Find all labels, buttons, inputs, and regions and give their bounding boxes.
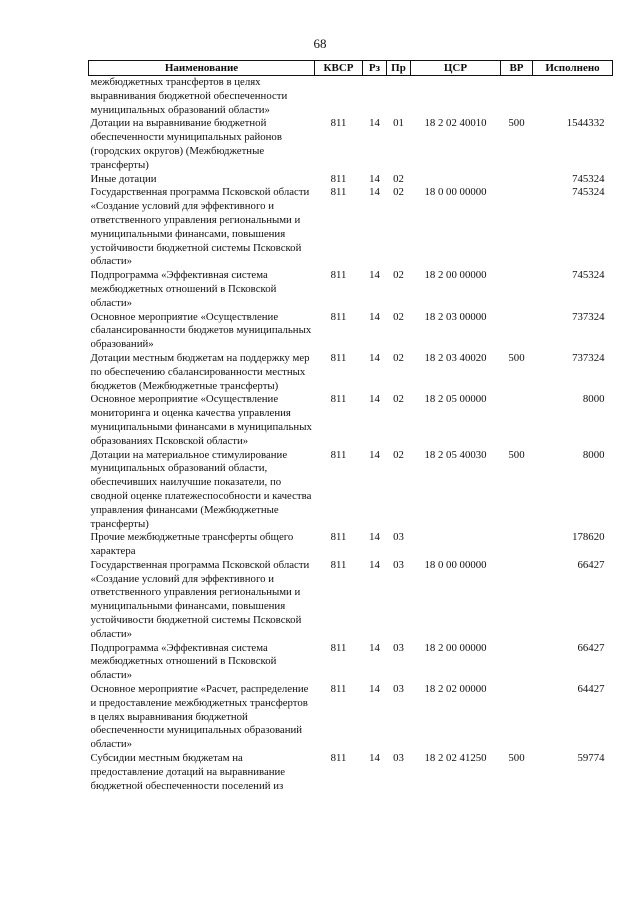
row-vr: 500	[508, 752, 525, 765]
row-name: Государственная программа Псковской области «Создание условий для эффективного и ответственного управления региональными и муниципальными финансами, повышения устойчивости бюджетной системы Псковской области»	[90, 558, 310, 640]
header-rz: Рз	[363, 61, 387, 76]
row-rz	[363, 76, 387, 118]
table-row	[89, 311, 613, 352]
table-body	[89, 76, 613, 794]
row-pr: 03	[393, 641, 404, 654]
row-name: Прочие межбюджетные трансферты общего характера	[90, 531, 294, 558]
row-pr: 01	[393, 117, 404, 130]
row-pr: 02	[393, 310, 404, 323]
row-amount: 737324	[572, 310, 605, 323]
row-pr: 03	[393, 683, 404, 696]
row-kvsr: 811	[330, 351, 347, 364]
row-kvsr: 811	[330, 641, 347, 654]
row-csr: 18 0 00 00000	[424, 186, 487, 199]
row-amount: 59774	[577, 752, 605, 765]
row-vr	[501, 531, 533, 559]
row-vr: 500	[508, 448, 525, 461]
row-amount: 66427	[577, 558, 605, 571]
row-name: Субсидии местным бюджетам на предоставление дотаций на выравнивание бюджетной обеспеченности поселений из	[90, 752, 286, 792]
row-vr	[501, 173, 533, 187]
row-amount: 64427	[577, 683, 605, 696]
row-vr	[501, 559, 533, 642]
table-row	[89, 76, 613, 118]
header-vr: ВР	[501, 61, 533, 76]
row-pr: 03	[393, 531, 404, 544]
row-name: Иные дотации	[90, 172, 157, 185]
row-name: Подпрограмма «Эффективная система межбюджетных отношений в Псковской области»	[90, 641, 277, 682]
table-row	[89, 173, 613, 187]
row-name: Дотации на материальное стимулирование муниципальных образований области, обеспечивших наилучшие показатели, по сводной оценке платежеспособности и качества управления финансами (Межбюджетные трансферты)	[90, 448, 312, 530]
row-kvsr: 811	[330, 752, 347, 765]
row-kvsr: 811	[330, 310, 347, 323]
row-rz: 14	[369, 310, 380, 323]
row-csr	[411, 173, 501, 187]
row-amount: 745324	[572, 172, 605, 185]
row-vr: 500	[508, 351, 525, 364]
table-row	[89, 449, 613, 532]
row-amount: 737324	[572, 351, 605, 364]
row-name: Государственная программа Псковской области «Создание условий для эффективного и ответственного управления региональными и муниципальными финансами, повышения устойчивости бюджетной системы Псковской области»	[90, 186, 310, 268]
table-row	[89, 752, 613, 793]
header-name: Наименование	[89, 61, 315, 76]
row-kvsr: 811	[330, 393, 347, 406]
row-kvsr: 811	[330, 448, 347, 461]
row-csr: 18 2 02 40010	[424, 117, 487, 130]
row-vr	[501, 76, 533, 118]
row-csr: 18 2 03 40020	[424, 351, 487, 364]
table-row	[89, 269, 613, 310]
row-rz: 14	[369, 269, 380, 282]
row-kvsr: 811	[330, 117, 347, 130]
row-rz: 14	[369, 393, 380, 406]
row-rz: 14	[369, 683, 380, 696]
row-pr: 03	[393, 752, 404, 765]
row-kvsr: 811	[330, 269, 347, 282]
row-kvsr: 811	[330, 683, 347, 696]
row-rz: 14	[369, 351, 380, 364]
row-vr	[501, 269, 533, 310]
row-name: Подпрограмма «Эффективная система межбюджетных отношений в Псковской области»	[90, 269, 277, 309]
row-rz: 14	[369, 117, 380, 130]
row-csr: 18 2 05 40030	[424, 448, 487, 461]
row-vr	[501, 186, 533, 269]
row-csr: 18 0 00 00000	[424, 558, 487, 571]
row-name: Основное мероприятие «Осуществление мониторинга и оценка качества управления муниципальными финансами в муниципальных образованиях Псковской области»	[90, 393, 312, 447]
row-kvsr: 811	[330, 172, 347, 185]
header-row	[89, 61, 613, 76]
row-rz: 14	[369, 186, 380, 199]
row-pr	[387, 76, 411, 118]
row-vr	[501, 393, 533, 448]
row-pr: 03	[393, 558, 404, 571]
row-amount: 1544332	[566, 117, 605, 130]
row-rz: 14	[369, 641, 380, 654]
row-name: Дотации на выравнивание бюджетной обеспеченности муниципальных районов (городских округов) (Межбюджетные трансферты)	[90, 117, 282, 171]
row-amount: 8000	[582, 393, 605, 406]
header-kvsr: КВСР	[315, 61, 363, 76]
row-kvsr: 811	[330, 186, 347, 199]
row-csr	[411, 76, 501, 118]
row-csr	[411, 531, 501, 559]
row-rz: 14	[369, 752, 380, 765]
row-name: Основное мероприятие «Расчет, распределение и предоставление межбюджетных трансфертов в целях выравнивания бюджетной обеспеченности муниципальных образований области»	[90, 683, 309, 751]
row-amount: 8000	[582, 448, 605, 461]
header-pr: Пр	[387, 61, 411, 76]
row-csr: 18 2 05 00000	[424, 393, 487, 406]
header-csr: ЦСР	[411, 61, 501, 76]
table-row	[89, 393, 613, 448]
table-row	[89, 683, 613, 752]
row-kvsr: 811	[330, 558, 347, 571]
row-rz: 14	[369, 448, 380, 461]
row-vr: 500	[508, 117, 525, 130]
table-row	[89, 531, 613, 559]
page-number: 68	[313, 36, 327, 51]
row-pr: 02	[393, 186, 404, 199]
row-name: межбюджетных трансфертов в целях выравнивания бюджетной обеспеченности муниципальных образований области»	[90, 76, 288, 116]
table-row	[89, 559, 613, 642]
table-row	[89, 186, 613, 269]
row-csr: 18 2 00 00000	[424, 641, 487, 654]
row-pr: 02	[393, 393, 404, 406]
row-rz: 14	[369, 558, 380, 571]
row-name: Основное мероприятие «Осуществление сбалансированности бюджетов муниципальных образований»	[90, 310, 312, 351]
row-kvsr: 811	[330, 531, 347, 544]
table-row	[89, 352, 613, 393]
row-rz: 14	[369, 531, 380, 544]
row-amount: 745324	[572, 269, 605, 282]
row-kvsr	[315, 76, 363, 118]
row-vr	[501, 683, 533, 752]
row-pr: 02	[393, 269, 404, 282]
row-csr: 18 2 00 00000	[424, 269, 487, 282]
table-row	[89, 117, 613, 172]
table-row	[89, 642, 613, 683]
row-vr	[501, 642, 533, 683]
row-csr: 18 2 03 00000	[424, 310, 487, 323]
row-rz: 14	[369, 172, 380, 185]
row-pr: 02	[393, 172, 404, 185]
budget-table	[88, 60, 613, 793]
row-amount	[533, 76, 613, 118]
row-amount: 66427	[577, 641, 605, 654]
row-pr: 02	[393, 351, 404, 364]
row-amount: 178620	[572, 531, 605, 544]
row-csr: 18 2 02 00000	[424, 683, 487, 696]
row-vr	[501, 311, 533, 352]
row-amount: 745324	[572, 186, 605, 199]
row-name: Дотации местным бюджетам на поддержку мер по обеспечению сбалансированности местных бюджетов (Межбюджетные трансферты)	[90, 351, 310, 392]
table-header	[89, 61, 613, 76]
header-done: Исполнено	[533, 61, 613, 76]
row-csr: 18 2 02 41250	[424, 752, 487, 765]
row-pr: 02	[393, 448, 404, 461]
